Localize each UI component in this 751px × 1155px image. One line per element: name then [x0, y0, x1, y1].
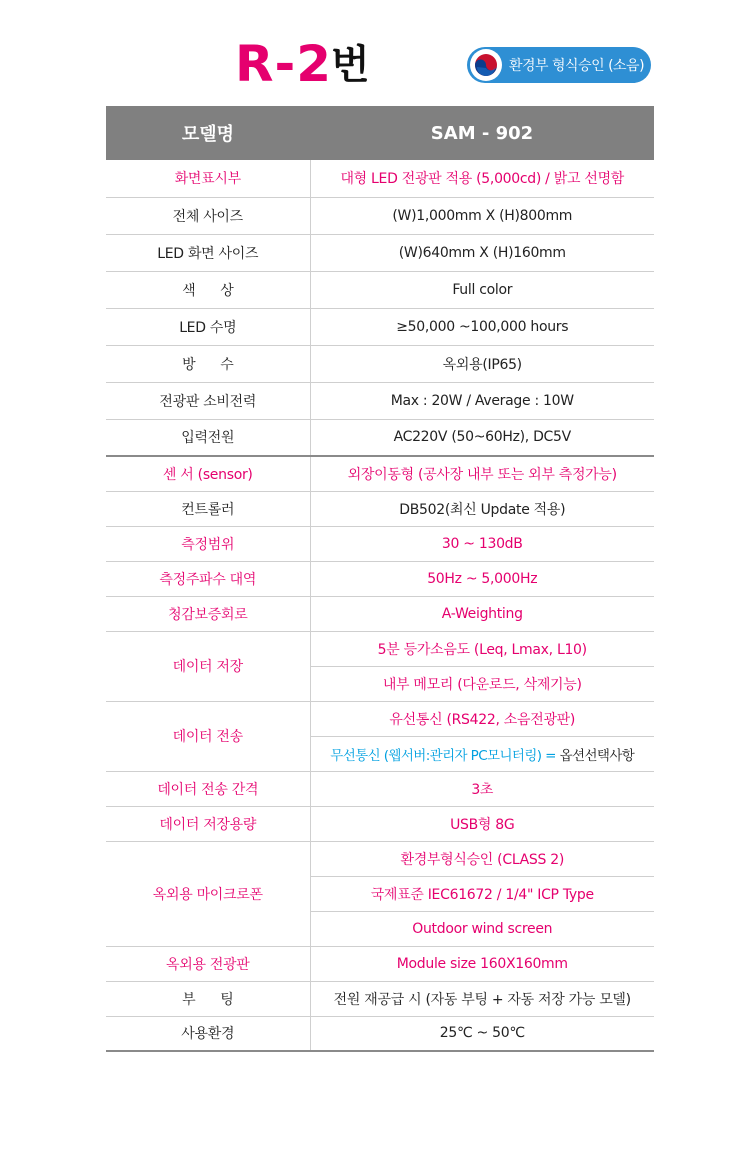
row-label: LED 화면 사이즈 [106, 234, 310, 271]
row-label: 데이터 저장 [106, 631, 310, 701]
table-row [106, 1016, 654, 1051]
table-row [106, 771, 654, 806]
model-number-suffix: 번 [331, 42, 370, 88]
row-value: 국제표준 IEC61672 / 1/4" ICP Type [310, 876, 654, 911]
table-row [106, 234, 654, 271]
table-row [106, 841, 654, 876]
row-value: 전원 재공급 시 (자동 부팅 + 자동 저장 가능 모델) [310, 981, 654, 1016]
table-row [106, 491, 654, 526]
table-row [106, 308, 654, 345]
row-value: A-Weighting [310, 596, 654, 631]
table-row [106, 271, 654, 308]
row-label: 사용환경 [106, 1016, 310, 1051]
table-row [106, 561, 654, 596]
row-value: Full color [310, 271, 654, 308]
row-label: 옥외용 마이크로폰 [106, 841, 310, 946]
row-label: 화면표시부 [106, 160, 310, 197]
row-label: 컨트롤러 [106, 491, 310, 526]
row-label: 색 상 [106, 271, 310, 308]
row-label: 방 수 [106, 345, 310, 382]
model-code-title: R-2 [235, 35, 333, 93]
table-header-row [106, 106, 654, 160]
row-value: Max : 20W / Average : 10W [310, 382, 654, 419]
table-row [106, 526, 654, 561]
korea-government-emblem-icon [470, 49, 502, 81]
row-value: 외장이동형 (공사장 내부 또는 외부 측정가능) [310, 456, 654, 491]
row-label: 측정주파수 대역 [106, 561, 310, 596]
row-label: 청감보증회로 [106, 596, 310, 631]
table-row [106, 946, 654, 981]
row-value: (W)640mm X (H)160mm [310, 234, 654, 271]
row-value: Outdoor wind screen [310, 911, 654, 946]
row-value: 5분 등가소음도 (Leq, Lmax, L10) [310, 631, 654, 666]
row-value: ≥50,000 ~100,000 hours [310, 308, 654, 345]
row-value: 옥외용(IP65) [310, 345, 654, 382]
row-value: 25℃ ~ 50℃ [310, 1016, 654, 1051]
row-label: 입력전원 [106, 419, 310, 456]
row-label: 데이터 전송 간격 [106, 771, 310, 806]
row-label: 데이터 전송 [106, 701, 310, 771]
model-value-header: SAM - 902 [310, 106, 654, 160]
row-value [310, 736, 654, 771]
table-row [106, 596, 654, 631]
row-label: 센 서 (sensor) [106, 456, 310, 491]
row-label: LED 수명 [106, 308, 310, 345]
row-value: 유선통신 (RS422, 소음전광판) [310, 701, 654, 736]
wireless-option-text: 무선통신 (웹서버:관리자 PC모니터링) = [330, 747, 560, 764]
certification-badge [467, 47, 651, 83]
table-row [106, 197, 654, 234]
row-value: USB형 8G [310, 806, 654, 841]
table-row [106, 806, 654, 841]
row-label: 데이터 저장용량 [106, 806, 310, 841]
row-value: 50Hz ~ 5,000Hz [310, 561, 654, 596]
row-value: AC220V (50~60Hz), DC5V [310, 419, 654, 456]
title-area [0, 30, 751, 100]
row-value: Module size 160X160mm [310, 946, 654, 981]
table-row [106, 701, 654, 736]
model-name-header: 모델명 [106, 106, 310, 160]
row-value: 환경부형식승인 (CLASS 2) [310, 841, 654, 876]
table-row [106, 345, 654, 382]
table-row [106, 382, 654, 419]
row-label: 전체 사이즈 [106, 197, 310, 234]
row-value: DB502(최신 Update 적용) [310, 491, 654, 526]
table-row [106, 631, 654, 666]
row-value: (W)1,000mm X (H)800mm [310, 197, 654, 234]
row-label: 옥외용 전광판 [106, 946, 310, 981]
row-label: 부 팅 [106, 981, 310, 1016]
table-row [106, 160, 654, 197]
certification-text: 환경부 형식승인 (소음) [509, 58, 645, 74]
spec-table [106, 106, 654, 1052]
row-label: 측정범위 [106, 526, 310, 561]
table-row [106, 981, 654, 1016]
table-row [106, 456, 654, 491]
table-row [106, 419, 654, 456]
row-value: 3초 [310, 771, 654, 806]
row-value: 30 ~ 130dB [310, 526, 654, 561]
row-label: 전광판 소비전력 [106, 382, 310, 419]
row-value: 대형 LED 전광판 적용 (5,000cd) / 밝고 선명함 [310, 160, 654, 197]
option-note-text: 옵션선택사항 [559, 747, 635, 764]
row-value: 내부 메모리 (다운로드, 삭제기능) [310, 666, 654, 701]
